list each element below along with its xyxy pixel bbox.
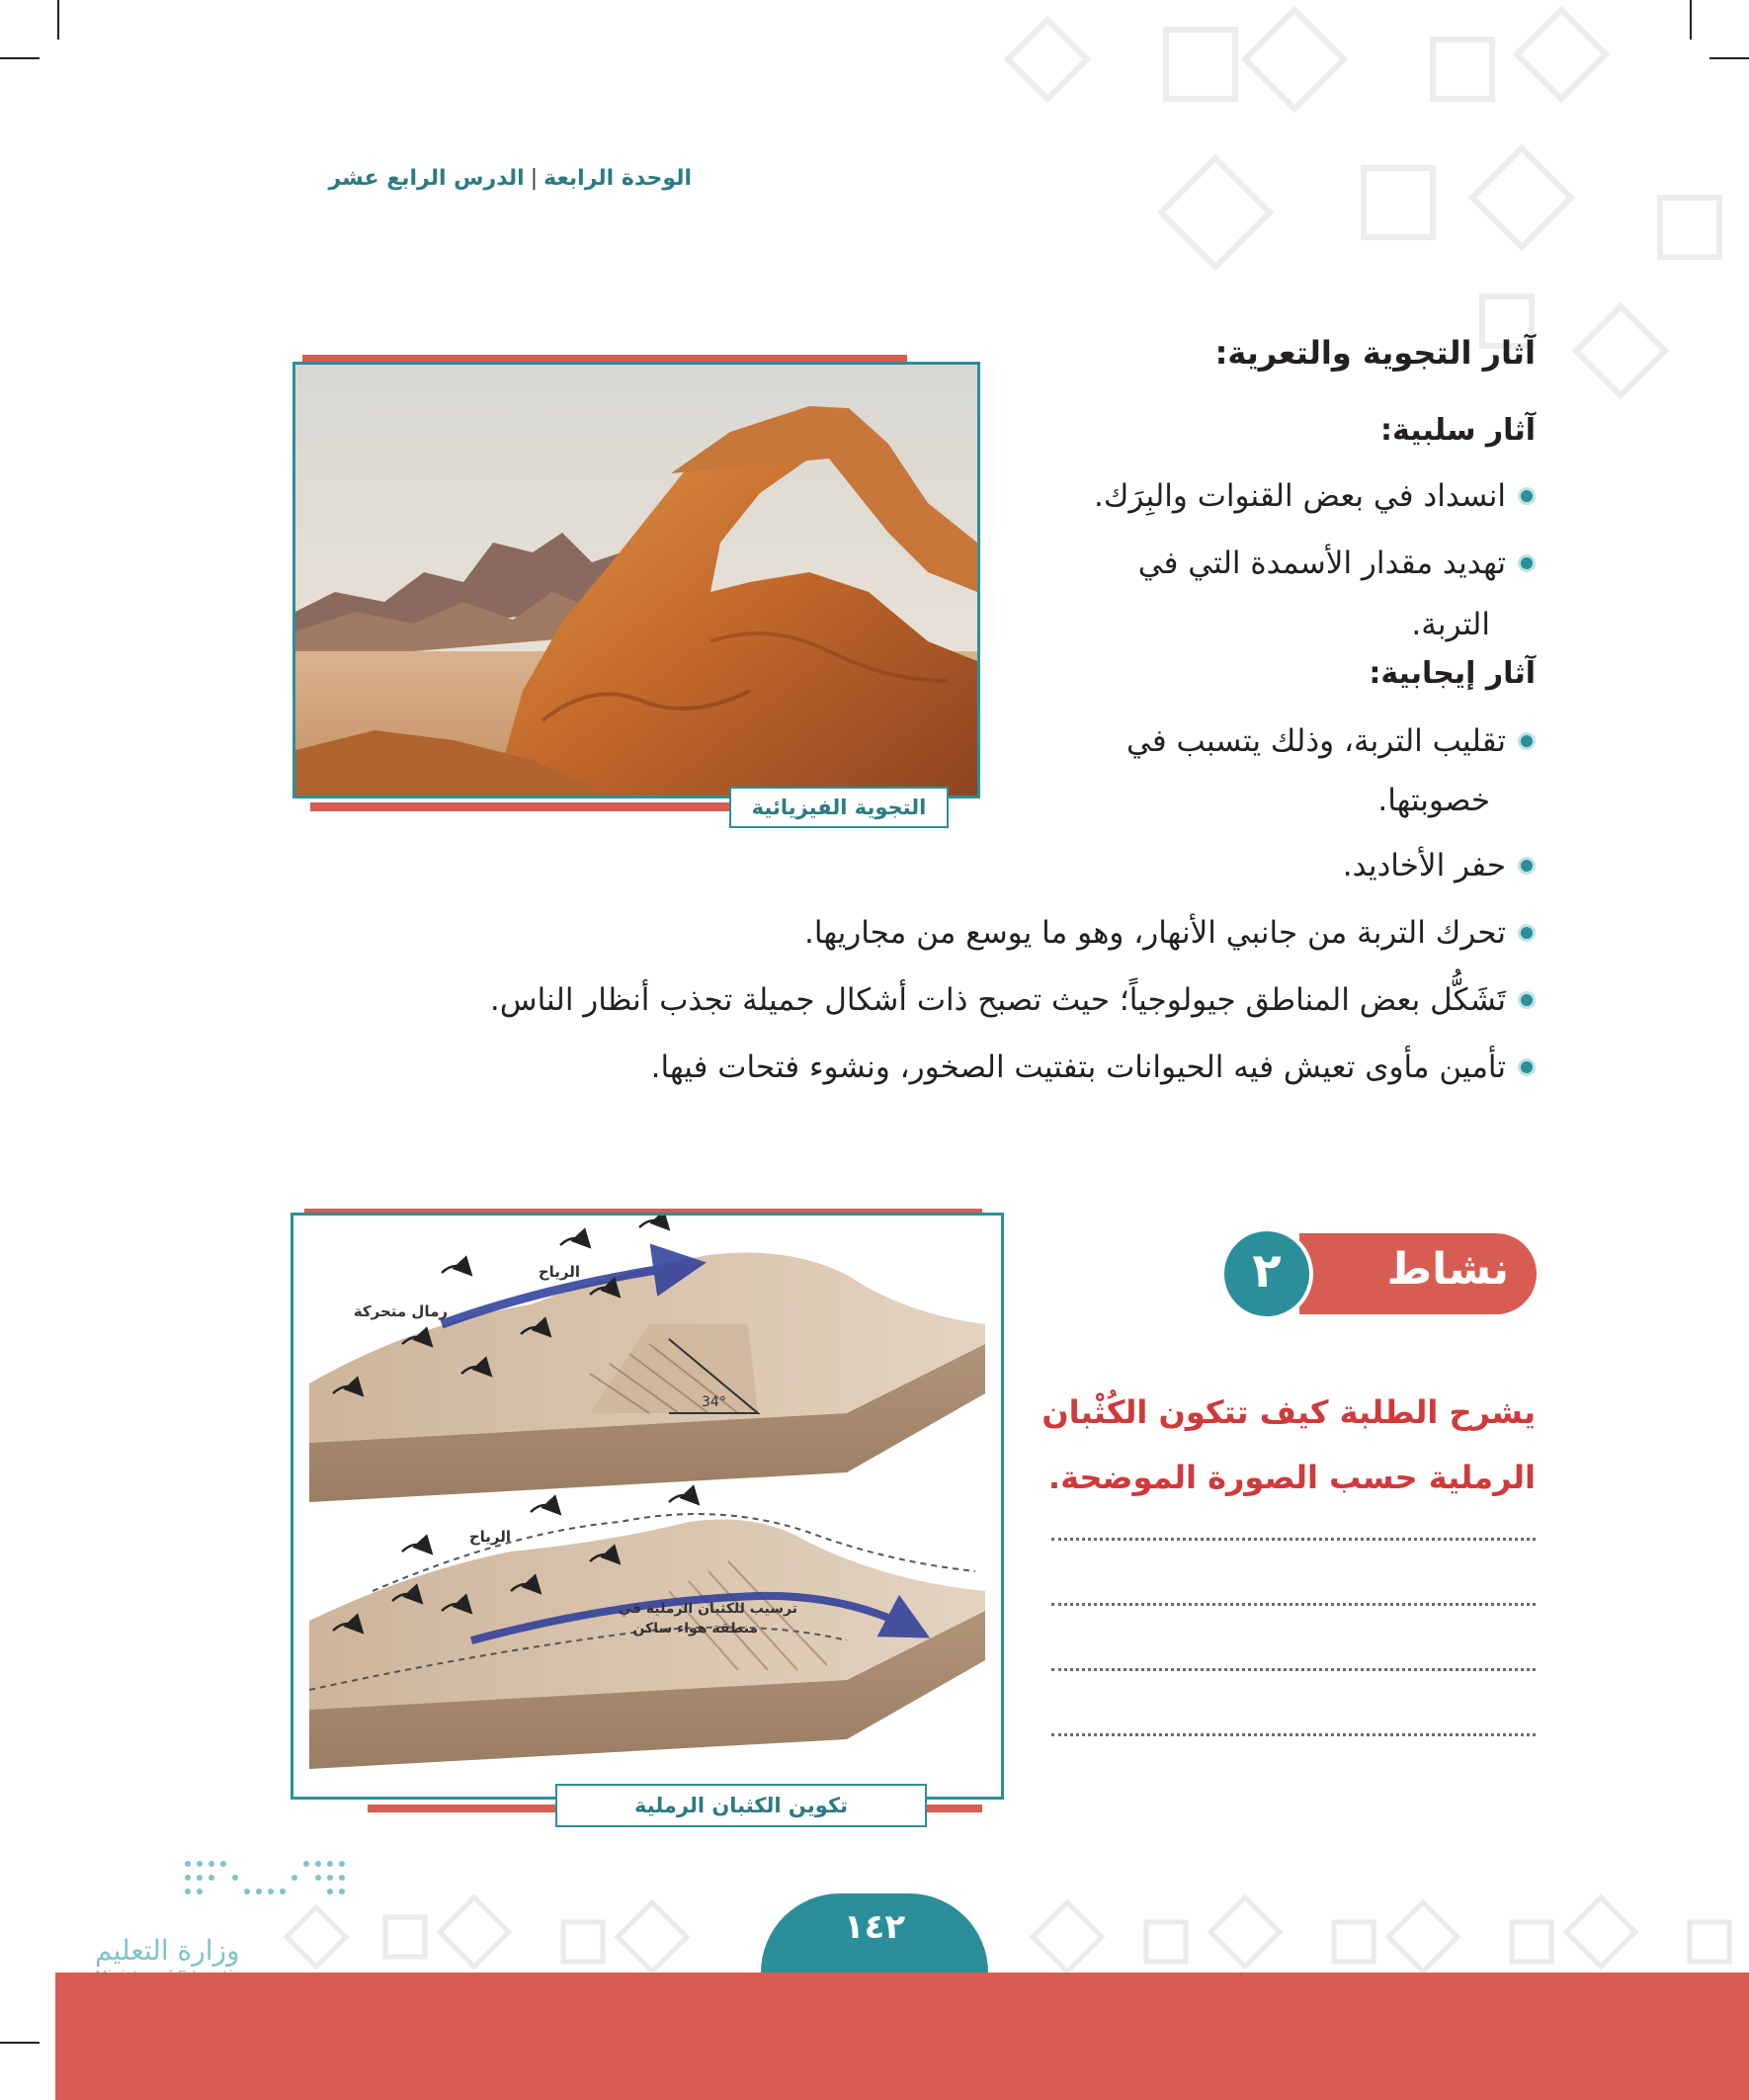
crop-mark	[0, 57, 40, 59]
list-item-continuation: التربة.	[1411, 607, 1490, 642]
page-header	[328, 166, 692, 191]
answer-line[interactable]	[1051, 1538, 1536, 1541]
list-item: تقليب التربة، وذلك يتسبب في	[1126, 710, 1536, 773]
dune-diagram	[293, 1216, 1001, 1797]
ministry-name-ar: وزارة التعليم	[95, 1934, 240, 1967]
bullet-icon	[1518, 857, 1536, 875]
rock-arch-photo	[292, 362, 980, 798]
answer-line[interactable]	[1051, 1733, 1536, 1736]
rock-arch-image	[295, 365, 977, 796]
header-lesson: الدرس الرابع عشر	[328, 166, 525, 191]
crop-mark	[0, 2042, 40, 2044]
photo-caption: التجوية الفيزيائية	[729, 787, 949, 828]
section-title: آثار التجوية والتعرية:	[1214, 334, 1536, 372]
list-item: تحرك التربة من جانبي الأنهار، وهو ما يوسع من مجاريها.	[804, 901, 1536, 965]
activity-badge	[1220, 1233, 1537, 1314]
bullet-icon	[1518, 1058, 1536, 1076]
list-item: تَشَكُّل بعض المناطق جيولوجياً؛ حيث تصبح ذات أشكال جميلة تجذب أنظار الناس.	[490, 968, 1536, 1032]
answer-line[interactable]	[1051, 1603, 1536, 1606]
angle-label: 34°	[702, 1394, 726, 1410]
list-item: تأمين مأوى تعيش فيه الحيوانات بتفتيت الصخور، ونشوء فتحات فيها.	[651, 1036, 1536, 1099]
header-separator: |	[530, 166, 539, 191]
bullet-icon	[1518, 554, 1536, 572]
crop-mark	[57, 0, 59, 40]
page-number: ١٤٢	[843, 1907, 906, 1947]
footer-bar	[55, 1973, 1749, 2100]
activity-label: نشاط	[1386, 1244, 1509, 1295]
deposit-label-line1: ترسيب للكثبان الرملية في	[618, 1601, 797, 1617]
negative-effects-title: آثار سلبية:	[1380, 413, 1536, 448]
ministry-logo-dots	[178, 1856, 356, 1915]
dune-formation-figure	[291, 1213, 1004, 1800]
moving-sand-label: رمال متحركة	[353, 1302, 448, 1320]
bullet-icon	[1518, 732, 1536, 750]
list-item-continuation: خصوبتها.	[1377, 783, 1490, 818]
bullet-icon	[1518, 487, 1536, 505]
dune-caption: تكوين الكثبان الرملية	[555, 1784, 927, 1827]
activity-number: ٢	[1252, 1243, 1282, 1299]
bullet-icon	[1518, 991, 1536, 1009]
deposit-label-line2: منطقة هواء ساكن	[632, 1621, 758, 1637]
list-item: انسداد في بعض القنوات والبِرَك.	[1094, 464, 1536, 528]
list-item: حفر الأخاديد.	[1343, 834, 1536, 897]
positive-effects-title: آثار إيجابية:	[1369, 656, 1536, 691]
wind-label-top: الرياح	[538, 1263, 580, 1281]
answer-line[interactable]	[1051, 1668, 1536, 1671]
activity-question: يشرح الطلبة كيف تتكون الكُثْبان الرملية حسب الصورة الموضحة.	[1041, 1393, 1536, 1496]
header-unit: الوحدة الرابعة	[543, 166, 692, 191]
footer-pattern	[277, 1878, 1749, 1976]
bullet-icon	[1518, 924, 1536, 942]
list-item: تهديد مقدار الأسمدة التي في	[1138, 532, 1536, 595]
wind-label-bottom: الرياح	[468, 1528, 511, 1546]
